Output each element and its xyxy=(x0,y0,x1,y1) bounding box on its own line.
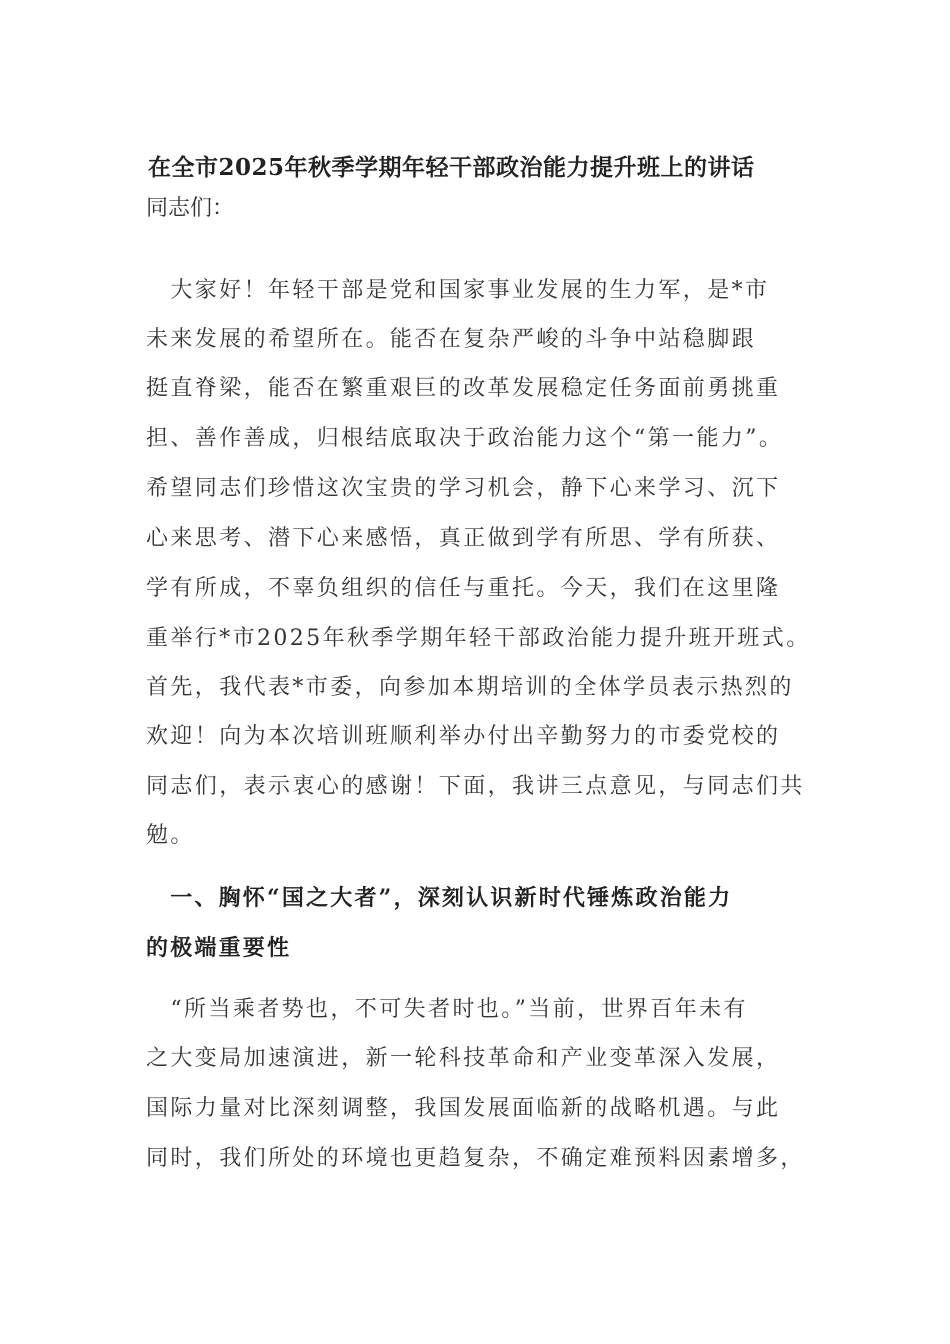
paragraph-line: 希望同志们珍惜这次宝贵的学习机会，静下心来学习、沉下 xyxy=(146,476,781,501)
paragraph-line: 首先，我代表*市委，向参加本期培训的全体学员表示热烈的 xyxy=(146,675,794,700)
paragraph-line: 同时，我们所处的环境也更趋复杂，不确定难预料因素增多， xyxy=(146,1146,805,1171)
document-title: 在全市2025年秋季学期年轻干部政治能力提升班上的讲话 xyxy=(148,154,755,181)
paragraph-line: 勉。 xyxy=(146,823,195,848)
salutation: 同志们： xyxy=(146,196,235,221)
paragraph-line: 未来发展的希望所在。能否在复杂严峻的斗争中站稳脚跟 xyxy=(146,327,757,352)
paragraph-line: 担、善作善成，归根结底取决于政治能力这个“第一能力”。 xyxy=(146,426,784,451)
paragraph-line: “所当乘者势也，不可失者时也。”当前，世界百年未有 xyxy=(146,997,748,1022)
paragraph-line: 心来思考、潜下心来感悟，真正做到学有所思、学有所获、 xyxy=(146,526,781,551)
paragraph-line: 学有所成，不辜负组织的信任与重托。今天，我们在这里隆 xyxy=(146,576,781,601)
paragraph-line: 同志们，表示衷心的感谢！下面，我讲三点意见，与同志们共 xyxy=(146,774,805,799)
paragraph-line: 大家好！年轻干部是党和国家事业发展的生力军，是*市 xyxy=(146,278,770,303)
paragraph-line: 挺直脊梁，能否在繁重艰巨的改革发展稳定任务面前勇挑重 xyxy=(146,376,781,401)
paragraph-line: 欢迎！向为本次培训班顺利举办付出辛勤努力的市委党校的 xyxy=(146,724,781,749)
heading-line: 一、胸怀“国之大者”，深刻认识新时代锤炼政治能力 xyxy=(146,885,733,911)
paragraph-line: 之大变局加速演进，新一轮科技革命和产业变革深入发展， xyxy=(146,1046,781,1071)
paragraph-line: 重举行*市2025年秋季学期年轻干部政治能力提升班开班式。 xyxy=(146,626,811,651)
heading-line: 的极端重要性 xyxy=(146,935,292,961)
paragraph-line: 国际力量对比深刻调整，我国发展面临新的战略机遇。与此 xyxy=(146,1096,781,1121)
